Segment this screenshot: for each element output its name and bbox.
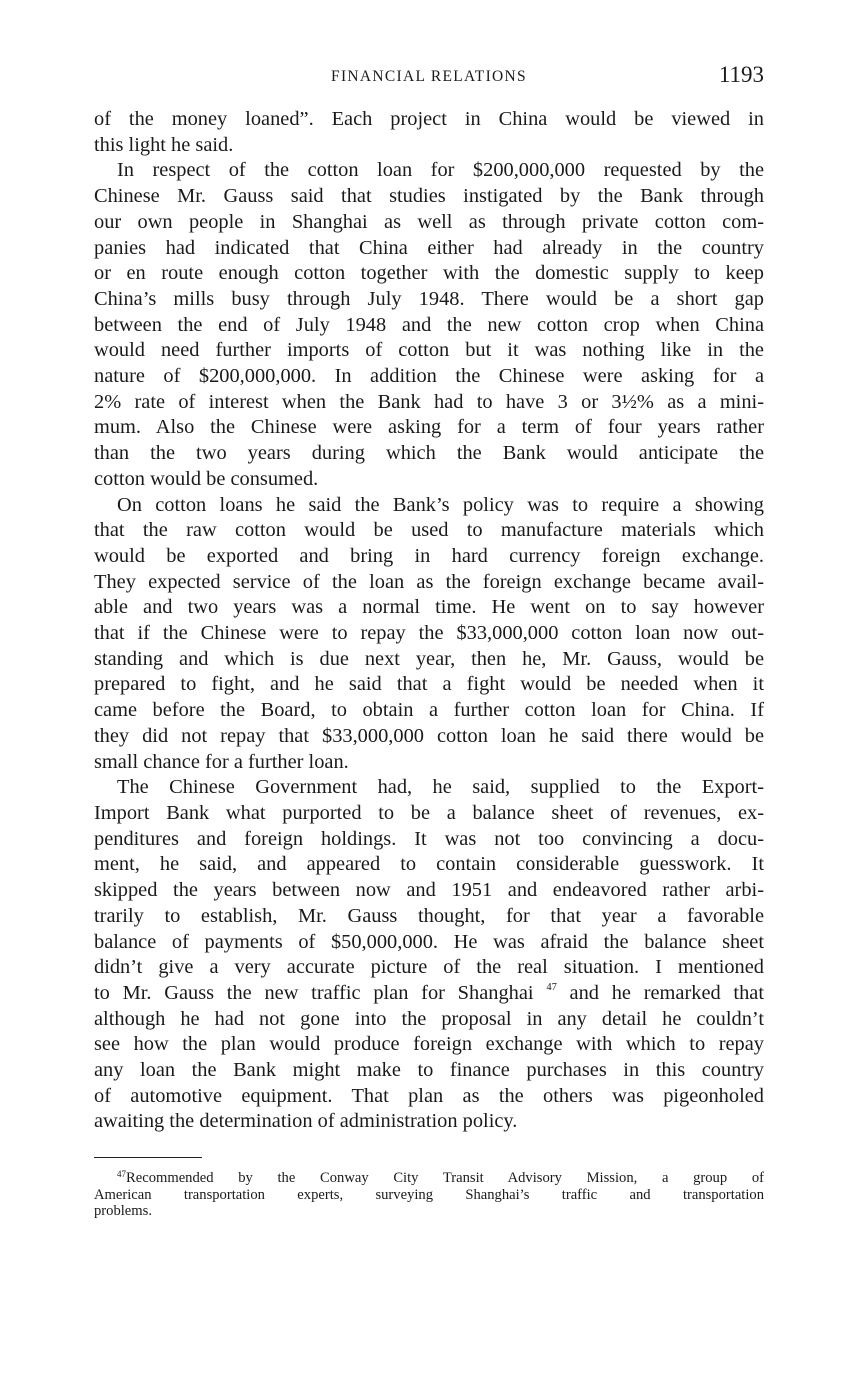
text-line: ment, he said, and appeared to contain considerable guesswork. It	[94, 853, 764, 876]
text-line: didn’t give a very accurate picture of the real situation. I mentioned	[94, 956, 764, 979]
footnote-line: American transportation experts, surveying Shanghai’s traffic and transportation	[94, 1186, 764, 1203]
footnote	[94, 1170, 764, 1220]
text-line-with-footnote-ref	[94, 981, 764, 1007]
text-line: They expected service of the loan as the foreign exchange became avail-	[94, 570, 764, 593]
text-line: than the two years during which the Bank would anticipate the	[94, 442, 764, 465]
text-line: would be exported and bring in hard currency foreign exchange.	[94, 544, 764, 567]
text-line: this light he said.	[94, 133, 234, 156]
body-text	[94, 107, 764, 1135]
text-line: prepared to fight, and he said that a fight would be needed when it	[94, 673, 764, 696]
text-line: penditures and foreign holdings. It was not too convincing a docu-	[94, 827, 764, 850]
text-line: would need further imports of cotton but it was nothing like in the	[94, 339, 764, 362]
paragraph-3	[94, 493, 764, 776]
text-line: cotton would be consumed.	[94, 467, 319, 490]
text-line: see how the plan would produce foreign exchange with which to repay	[94, 1033, 764, 1056]
text-line: came before the Board, to obtain a further cotton loan for China. If	[94, 699, 764, 722]
text-line: of the money loaned”. Each project in China would be viewed in	[94, 108, 764, 130]
page-number: 1193	[718, 62, 764, 87]
text-line: standing and which is due next year, then he, Mr. Gauss, would be	[94, 647, 764, 670]
text-line: balance of payments of $50,000,000. He was afraid the balance sheet	[94, 930, 764, 953]
text-line: trarily to establish, Mr. Gauss thought, for that year a favorable	[94, 904, 764, 927]
text-line: The Chinese Government had, he said, supplied to the Export-	[117, 776, 764, 799]
text-line: 2% rate of interest when the Bank had to have 3 or 3½% as a mini-	[94, 390, 764, 413]
text-line: In respect of the cotton loan for $200,000,000 requested by the	[117, 159, 764, 182]
text-line: able and two years was a normal time. He went on to say however	[94, 596, 764, 619]
text-line: China’s mills busy through July 1948. There would be a short gap	[94, 287, 764, 310]
text-line: awaiting the determination of administration policy.	[94, 1110, 518, 1133]
text-line: Chinese Mr. Gauss said that studies instigated by the Bank through	[94, 185, 764, 208]
text-line: small chance for a further loan.	[94, 750, 349, 773]
text-segment: and he remarked that	[556, 981, 764, 1004]
text-line: of automotive equipment. That plan as the others was pigeonholed	[94, 1084, 764, 1107]
text-line: skipped the years between now and 1951 and endeavored rather arbi-	[94, 879, 764, 902]
page-header	[94, 62, 764, 90]
text-segment: Recommended by the Conway City Transit Advisory Mission, a group of	[126, 1170, 764, 1186]
text-line: that the raw cotton would be used to manufacture materials which	[94, 519, 764, 542]
footnote-reference[interactable]: 47	[546, 981, 557, 993]
paragraph-4	[94, 775, 764, 1135]
running-head: FINANCIAL RELATIONS	[331, 68, 527, 85]
text-line: nature of $200,000,000. In addition the Chinese were asking for a	[94, 365, 764, 388]
footnote-line	[94, 1170, 764, 1187]
text-line: between the end of July 1948 and the new cotton crop when China	[94, 313, 764, 336]
paragraph-2	[94, 158, 764, 492]
text-line: Import Bank what purported to be a balance sheet of revenues, ex-	[94, 801, 764, 824]
text-line: mum. Also the Chinese were asking for a term of four years rather	[94, 416, 764, 439]
text-segment: to Mr. Gauss the new traffic plan for Shanghai	[94, 981, 534, 1004]
footnote-mark: 47	[117, 1169, 126, 1179]
text-line: our own people in Shanghai as well as through private cotton com-	[94, 210, 764, 233]
footnote-divider	[94, 1157, 202, 1158]
footnote-line: problems.	[94, 1203, 152, 1219]
paragraph-1	[94, 107, 764, 158]
text-line: they did not repay that $33,000,000 cotton loan he said there would be	[94, 724, 764, 747]
text-line: panies had indicated that China either had already in the country	[94, 236, 764, 259]
text-line: although he had not gone into the proposal in any detail he couldn’t	[94, 1007, 764, 1030]
text-line: that if the Chinese were to repay the $33,000,000 cotton loan now out-	[94, 622, 764, 645]
text-line: any loan the Bank might make to finance purchases in this country	[94, 1059, 764, 1082]
text-line: On cotton loans he said the Bank’s policy was to require a showing	[117, 493, 764, 516]
text-line: or en route enough cotton together with the domestic supply to keep	[94, 262, 764, 285]
